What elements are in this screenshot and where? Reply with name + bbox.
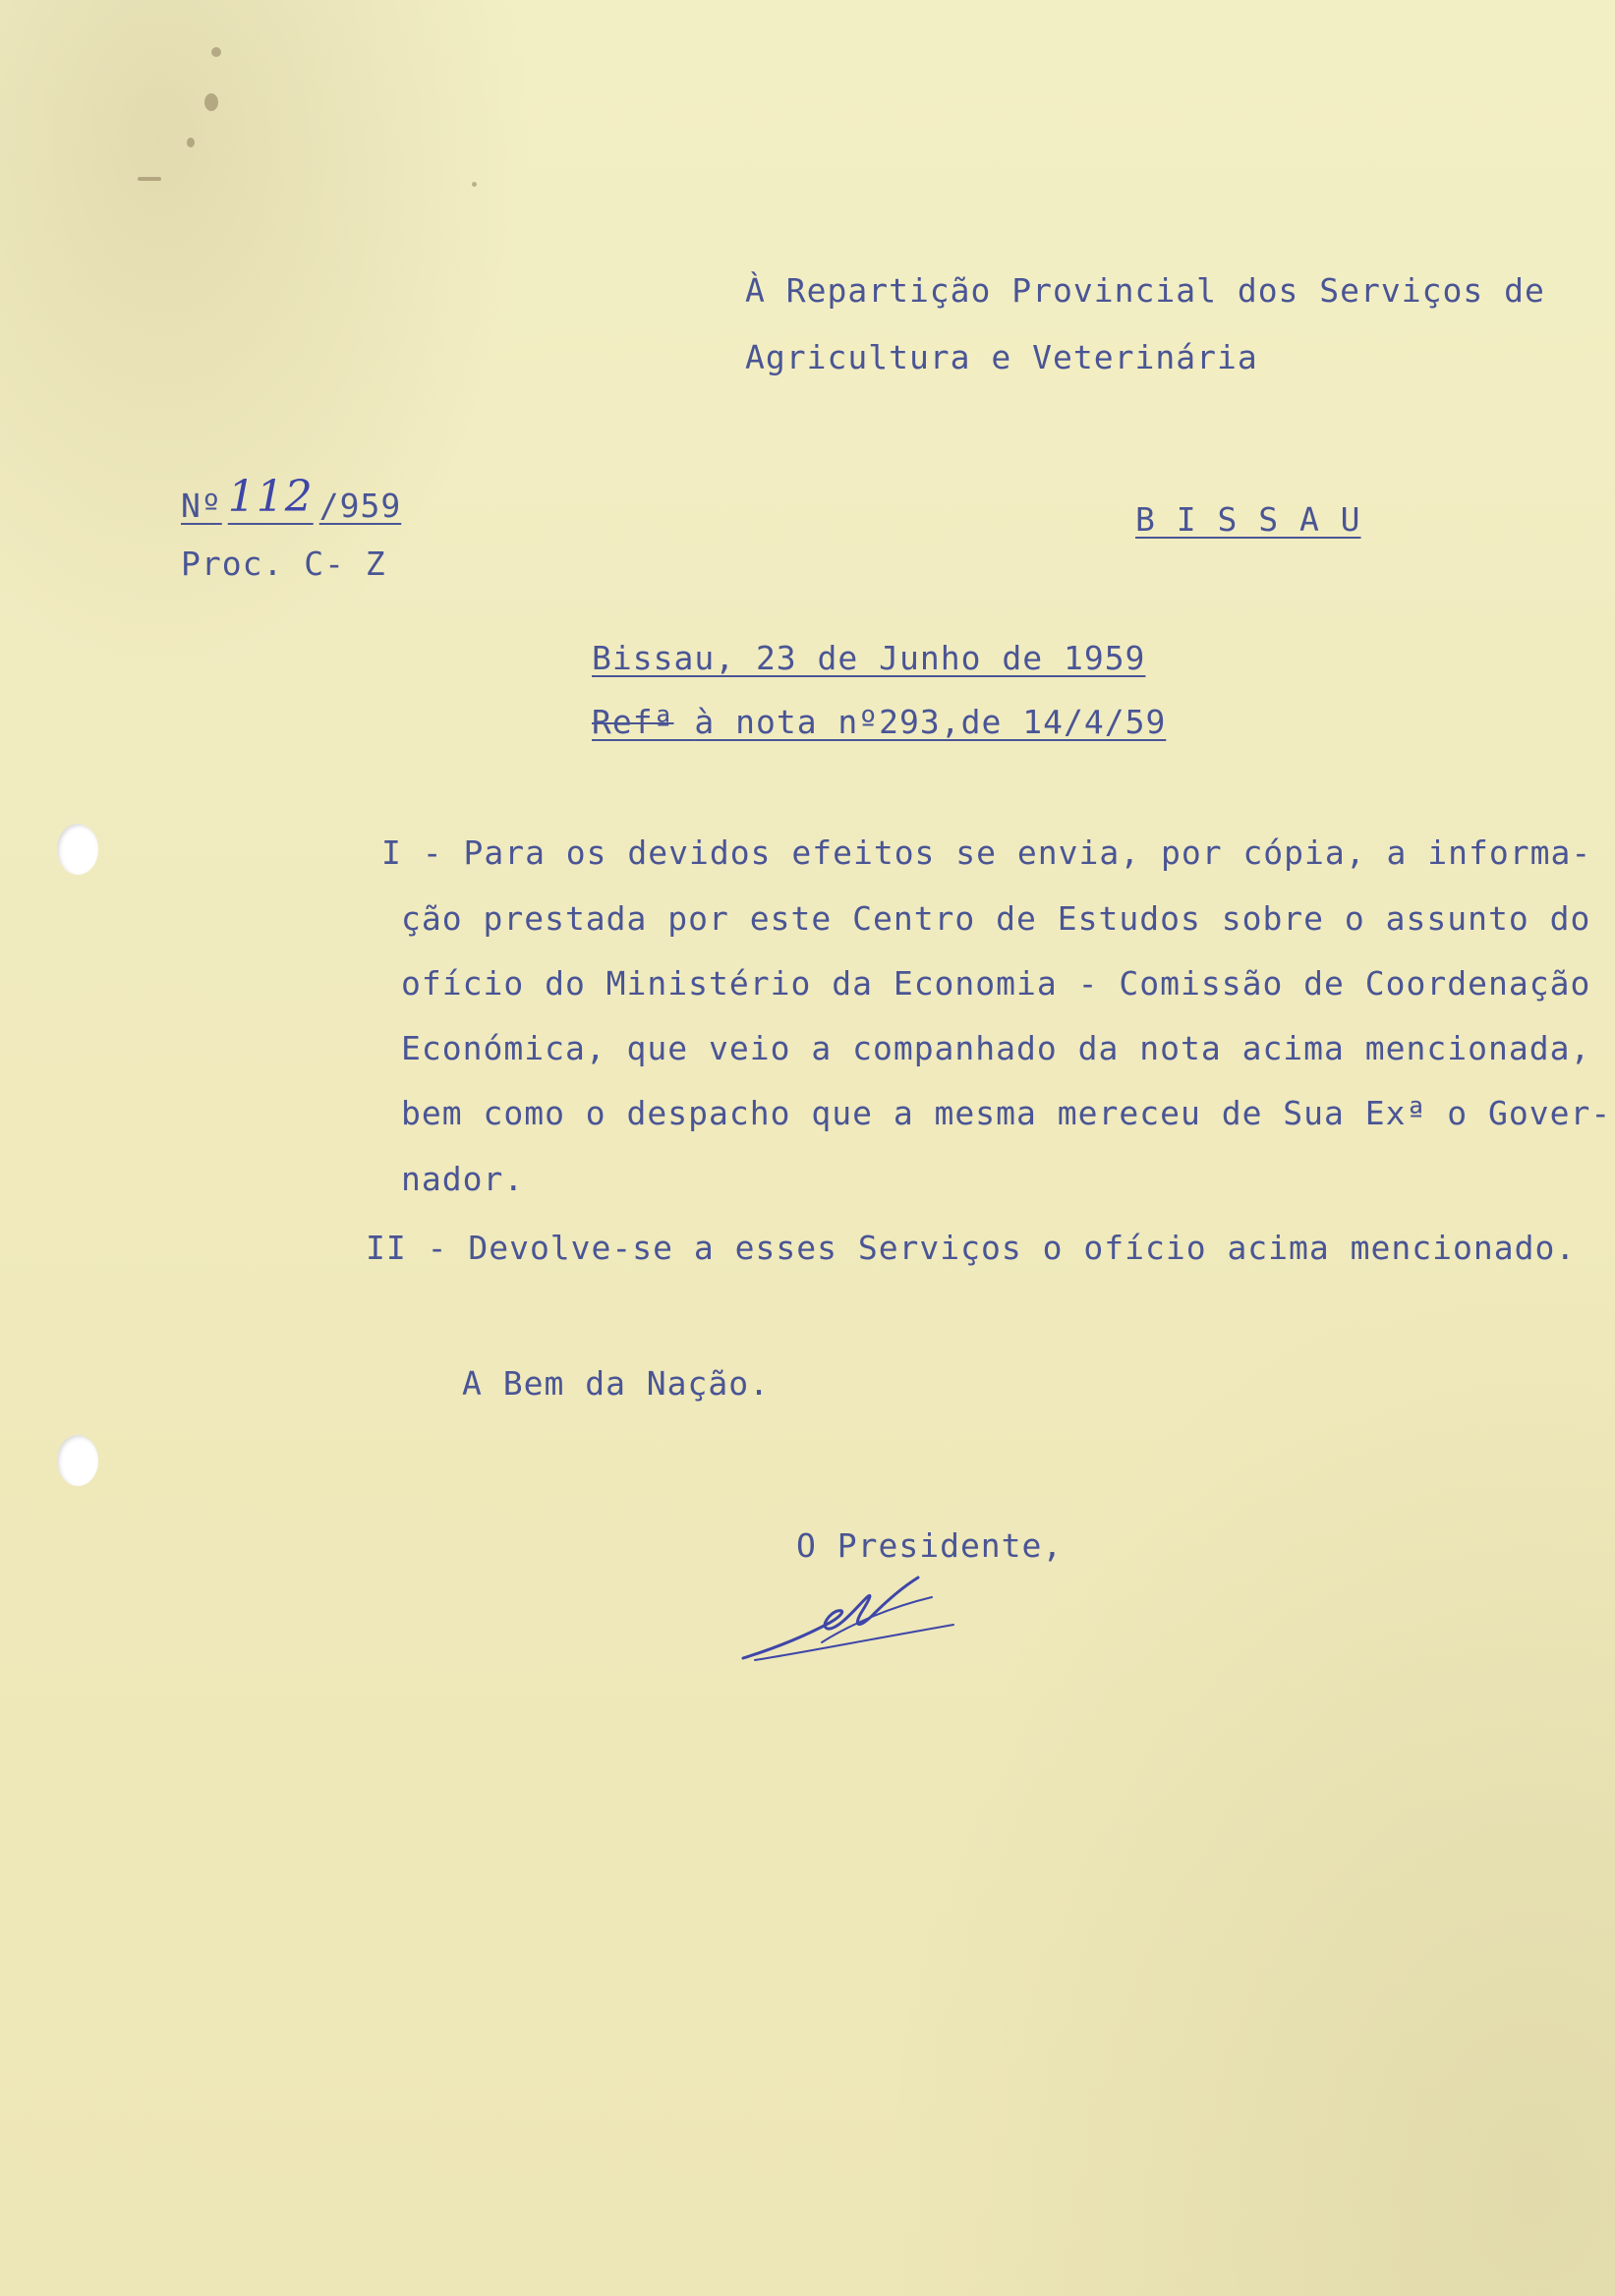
recipient-line-1: À Repartição Provincial dos Serviços de: [745, 271, 1545, 310]
body-paragraph-1-line-1: I - Para os devidos efeitos se envia, por cópia, a informa-: [381, 833, 1592, 872]
reference-number: [181, 472, 402, 528]
signatory-title: O Presidente,: [796, 1526, 1064, 1565]
signature: [735, 1558, 971, 1676]
city-header: B I S S A U: [1135, 500, 1361, 539]
recipient-line-2: Agricultura e Veterinária: [745, 338, 1258, 376]
stain-mark: [211, 47, 221, 57]
body-paragraph-1-line-6: nador.: [401, 1160, 525, 1198]
body-paragraph-1-line-5: bem como o despacho que a mesma mereceu de Sua Exª o Gover-: [401, 1094, 1612, 1132]
stain-mark: [204, 93, 218, 111]
reference-number-prefix: Nº: [181, 487, 222, 525]
reference-number-handwritten: 112: [227, 472, 314, 522]
body-paragraph-2: II - Devolve-se a esses Serviços o ofício acima mencionado.: [366, 1229, 1577, 1267]
body-paragraph-1-line-2: ção prestada por este Centro de Estudos sobre o assunto do: [401, 899, 1591, 938]
reference-number-year: /959: [318, 487, 402, 525]
closing-salutation: A Bem da Nação.: [462, 1364, 771, 1403]
stain-mark: [472, 182, 477, 187]
punch-hole-bottom: [57, 1435, 98, 1486]
process-reference: Proc. C- Z: [181, 545, 386, 583]
body-paragraph-1-line-4: Económica, que veio a companhado da nota acima mencionada,: [401, 1029, 1591, 1067]
punch-hole-top: [57, 824, 98, 875]
ref-line-text: à nota nº293,de 14/4/59: [694, 703, 1167, 741]
stain-mark: [187, 138, 195, 147]
ref-line: [592, 703, 1166, 741]
stain-mark: [138, 177, 161, 181]
body-paragraph-1-line-3: ofício do Ministério da Economia - Comissão de Coordenação: [401, 964, 1591, 1003]
ref-line-abbrev: Refª: [592, 703, 674, 741]
date-line: Bissau, 23 de Junho de 1959: [592, 639, 1146, 677]
